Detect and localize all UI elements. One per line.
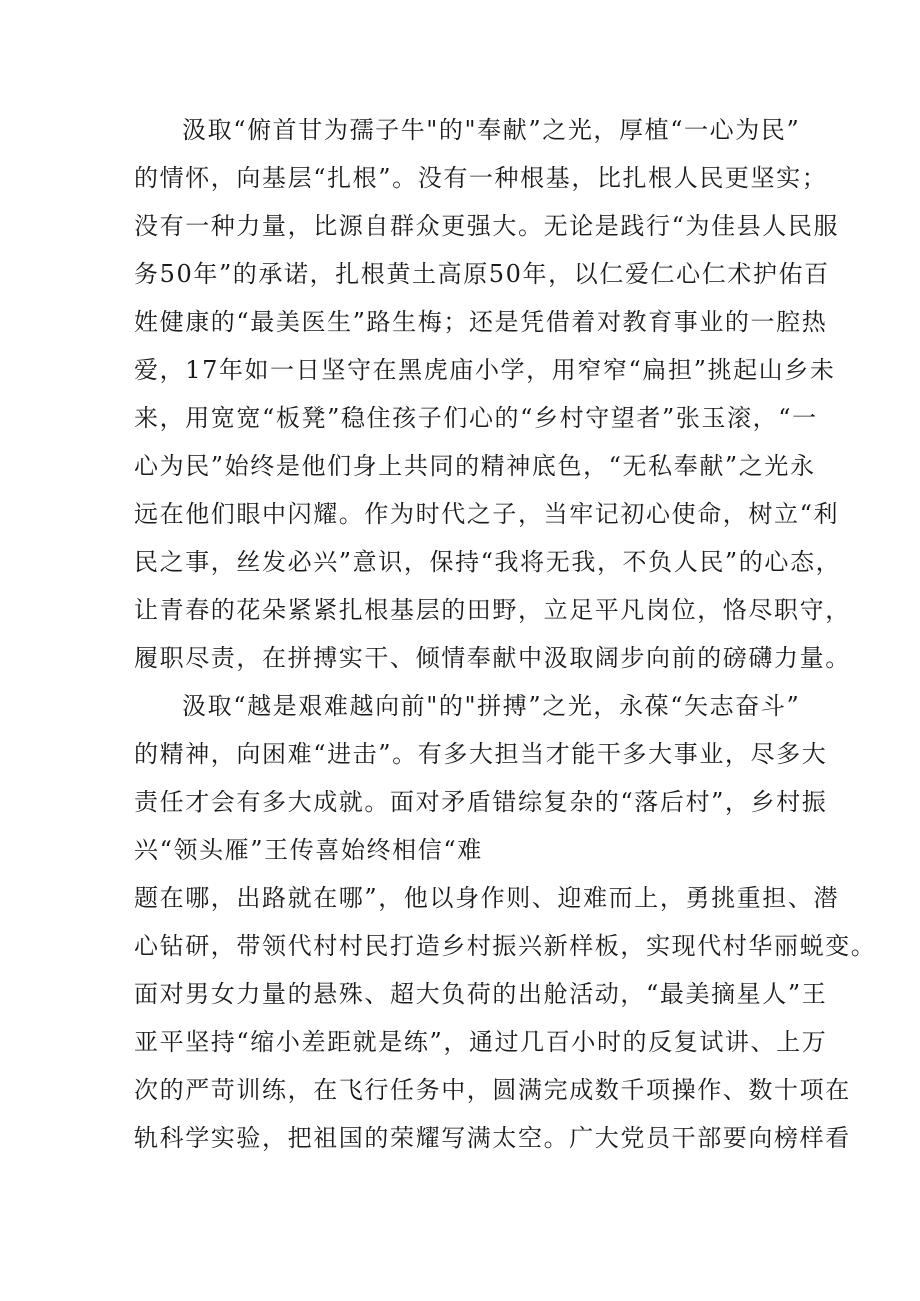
paragraph-1-line-9: 远在他们眼中闪耀。作为时代之子，当牢记初心使命，树立“利 (134, 500, 840, 528)
paragraph-2-line-5: 题在哪，出路就在哪”，他以身作则、迎难而上，勇挑重担、潜 (134, 884, 840, 912)
paragraph-1-line-12: 履职尽责，在拼搏实干、倾情奉献中汲取阔步向前的磅礴力量。 (134, 644, 851, 672)
paragraph-2-line-1: 汲取“越是艰难越向前"的"拼搏”之光，永葆“矢志奋斗” (182, 692, 801, 720)
paragraph-2-line-9: 次的严苛训练，在飞行任务中，圆满完成数千项操作、数十项在 (134, 1076, 851, 1104)
paragraph-1-line-6: 爱，17年如一日坚守在黑虎庙小学，用窄窄“扁担”挑起山乡未 (134, 356, 836, 384)
paragraph-2-line-8: 亚平坚持“缩小差距就是练”，通过几百小时的反复试讲、上万 (134, 1028, 828, 1056)
paragraph-1-line-1: 汲取“俯首甘为孺子牛"的"奉献”之光，厚植“一心为民” (182, 116, 801, 144)
paragraph-1-line-11: 让青春的花朵紧紧扎根基层的田野，立足平凡岗位，恪尽职守， (134, 596, 851, 624)
paragraph-1-line-2: 的情怀，向基层“扎根”。没有一种根基，比扎根人民更坚实； (134, 164, 828, 192)
paragraph-1-line-5: 姓健康的“最美医生”路生梅；还是凭借着对教育事业的一腔热 (134, 308, 828, 336)
paragraph-2-line-2: 的精神，向困难“进击”。有多大担当才能干多大事业，尽多大 (134, 740, 828, 768)
paragraph-2-line-6: 心钻研，带领代村村民打造乡村振兴新样板，实现代村华丽蜕变。 (134, 932, 877, 960)
paragraph-1-line-8: 心为民”始终是他们身上共同的精神底色，“无私奉献”之光永 (134, 452, 816, 480)
paragraph-1-line-4: 务50年”的承诺，扎根黄土高原50年，以仁爱仁心仁术护佑百 (134, 260, 830, 288)
paragraph-1-line-10: 民之事，丝发必兴”意识，保持“我将无我，不负人民”的心态， (134, 548, 842, 576)
paragraph-1-line-3: 没有一种力量，比源自群众更强大。无论是践行“为佳县人民服 (134, 212, 840, 240)
paragraph-2-line-4: 兴“领头雁”王传喜始终相信“难 (134, 836, 483, 864)
paragraph-2-line-7: 面对男女力量的悬殊、超大负荷的出舱活动，“最美摘星人”王 (134, 980, 828, 1008)
paragraph-2-line-3: 责任才会有多大成就。面对矛盾错综复杂的“落后村”，乡村振 (134, 788, 828, 816)
paragraph-1-line-7: 来，用宽宽“板凳”稳住孩子们心的“乡村守望者”张玉滚，“一 (134, 404, 818, 432)
paragraph-2-line-10: 轨科学实验，把祖国的荣耀写满太空。广大党员干部要向榜样看 (134, 1124, 851, 1152)
